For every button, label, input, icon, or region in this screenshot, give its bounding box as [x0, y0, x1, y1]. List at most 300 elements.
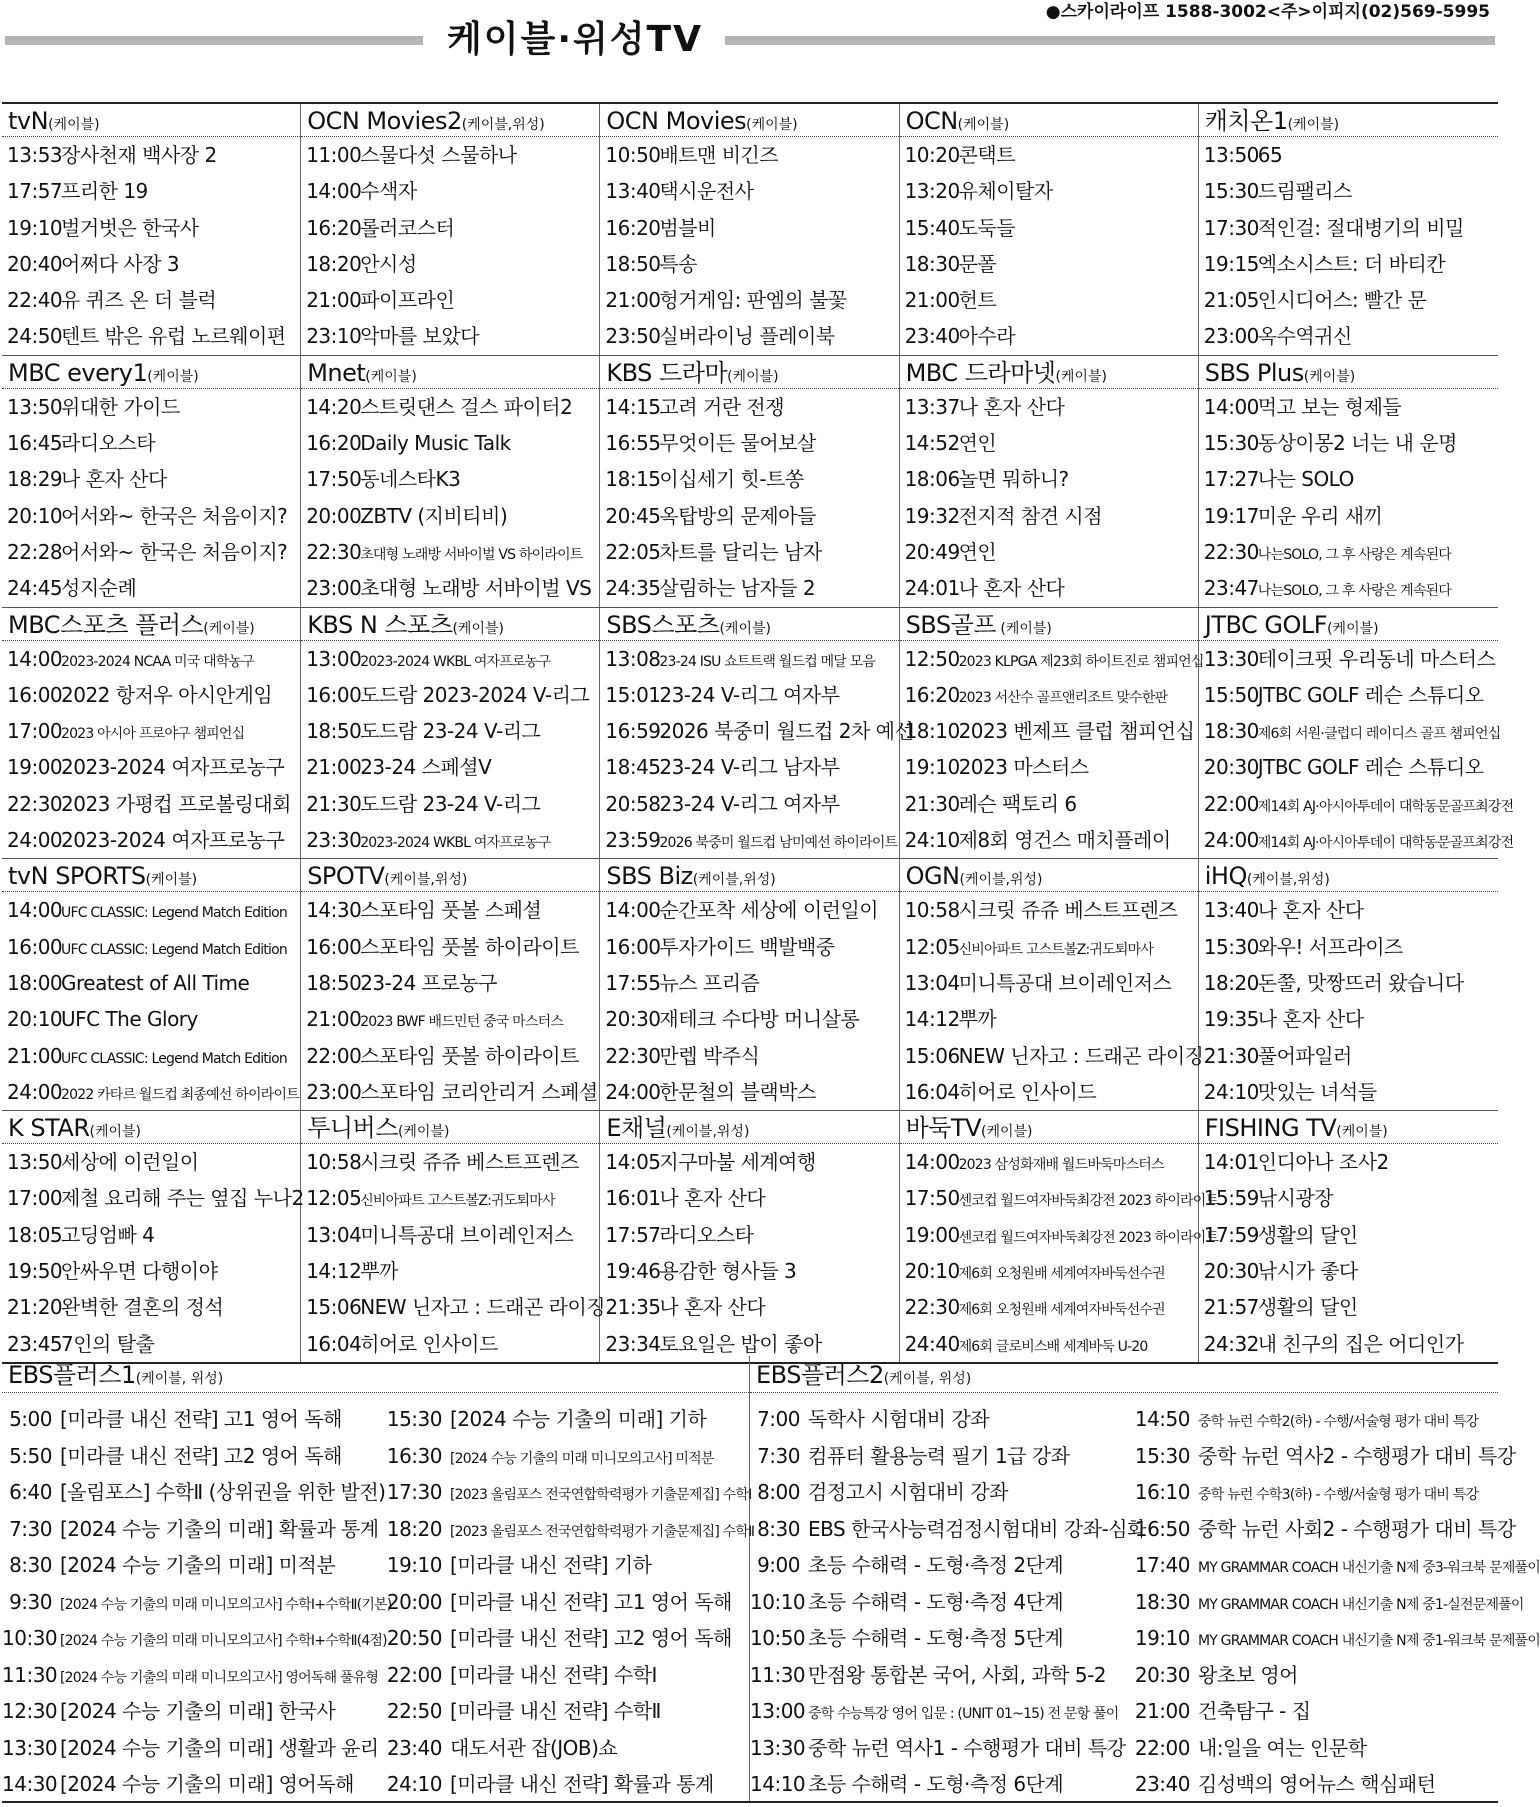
- channel-platform: (케이블): [89, 1124, 141, 1141]
- program-title: 헝거게임: 판엠의 불꽃: [659, 288, 847, 313]
- program-row: [2, 389, 300, 425]
- program-row: [2, 749, 300, 785]
- program-title: 와우! 서프라이즈: [1257, 934, 1403, 959]
- program-title: 어서와~ 한국은 처음이지?: [61, 539, 288, 564]
- channel-column: [1199, 104, 1498, 355]
- program-title: 2026 북중미 월드컵 남미예선 하이라이트: [659, 835, 898, 852]
- program-row: [600, 534, 898, 570]
- program-time: 13:50: [1203, 143, 1259, 167]
- program-time: 21:20: [7, 1295, 63, 1320]
- program-title: 라디오스타: [659, 1222, 754, 1247]
- program-time: 23:40: [386, 1735, 442, 1760]
- channel-header: [2, 356, 300, 389]
- program-row: [2, 1620, 387, 1657]
- program-time: 22:00: [1134, 1735, 1190, 1760]
- program-row: [900, 892, 1198, 928]
- program-time: 13:00: [750, 1699, 806, 1723]
- program-row: [750, 1620, 1124, 1657]
- program-title: 나 혼자 산다: [659, 1186, 766, 1211]
- program-title: 만점왕 통합본 국어, 사회, 과학 5-2: [808, 1662, 1107, 1687]
- channel-column: [600, 356, 899, 607]
- program-title: 2023-2024 WKBL 여자프로농구: [360, 835, 551, 852]
- program-time: 17:30: [386, 1480, 442, 1504]
- program-time: 16:00: [7, 934, 63, 959]
- program-row: [1199, 1001, 1498, 1037]
- program-time: 10:20: [904, 143, 960, 167]
- program-title: [미라클 내신 전략] 기하: [450, 1553, 652, 1577]
- program-row: [1199, 1180, 1498, 1216]
- program-row: [900, 498, 1198, 534]
- program-title: 2023-2024 여자프로농구: [61, 755, 285, 780]
- channel-column: [2, 608, 301, 859]
- program-title: 도드람 23-24 V-리그: [360, 719, 541, 744]
- program-row: [600, 1253, 898, 1289]
- program-time: 7:30: [757, 1443, 800, 1468]
- program-title: [미라클 내신 전략] 고2 영어 독해: [60, 1443, 342, 1468]
- program-title: 신비아파트 고스트볼Z:귀도퇴마사: [360, 1193, 555, 1210]
- program-row: [376, 1511, 755, 1548]
- program-row: [900, 570, 1198, 606]
- program-time: 10:50: [605, 143, 661, 167]
- program-title: 스포타임 풋볼 스페셜: [360, 898, 542, 923]
- program-row: [900, 1217, 1219, 1253]
- program-time: 18:20: [1203, 970, 1259, 995]
- program-title: 아수라: [958, 324, 1016, 349]
- program-title: 신비아파트 고스트볼Z:귀도퇴마사: [958, 941, 1154, 958]
- program-title: 중학 뉴런 수학3(하) - 수행/서술형 평가 대비 특강: [1198, 1487, 1479, 1503]
- program-time: 9:30: [9, 1589, 52, 1614]
- program-row: [1199, 929, 1498, 965]
- program-row: [750, 1474, 1124, 1511]
- program-row: [301, 1001, 599, 1037]
- program-row: [900, 461, 1198, 497]
- program-row: [750, 1438, 1124, 1475]
- program-row: [301, 892, 599, 928]
- program-row: [2, 1730, 379, 1767]
- program-row: [301, 498, 599, 534]
- program-time: 22:30: [7, 791, 63, 816]
- channel-band: [2, 608, 1514, 860]
- program-time: 19:35: [1203, 1007, 1259, 1032]
- program-time: 21:35: [605, 1295, 661, 1320]
- program-title: 라디오스타: [61, 431, 156, 456]
- program-row: [301, 282, 599, 318]
- program-title: 세상에 이런일이: [61, 1150, 199, 1175]
- program-title: 드림팰리스: [1257, 179, 1352, 204]
- program-time: 14:52: [904, 431, 960, 456]
- program-title: JTBC GOLF 레슨 스튜디오: [1257, 755, 1484, 780]
- program-row: [600, 786, 898, 822]
- program-time: 13:30: [2, 1735, 58, 1760]
- program-title: [미라클 내신 전략] 고2 영어 독해: [450, 1626, 732, 1650]
- program-time: 10:10: [750, 1589, 806, 1614]
- channel-column: [900, 356, 1199, 607]
- program-time: 21:00: [7, 1043, 63, 1068]
- channel-platform: (케이블,위성): [666, 1124, 750, 1141]
- program-row: [1124, 1693, 1498, 1730]
- program-time: 24:45: [7, 576, 63, 601]
- program-row: [1199, 641, 1498, 677]
- program-row: [2, 1038, 300, 1074]
- program-time: 23:59: [605, 828, 661, 853]
- program-title: 2023-2024 WKBL 여자프로농구: [360, 653, 551, 670]
- program-row: [1199, 173, 1498, 209]
- program-row: [750, 1657, 1124, 1694]
- program-time: 16:04: [306, 1331, 362, 1356]
- program-time: 13:37: [904, 394, 960, 419]
- channel-header: [600, 1111, 898, 1144]
- program-title: 센코컵 월드여자바둑최강전 2023 하이라이트: [958, 1229, 1219, 1246]
- program-row: [2, 282, 300, 318]
- program-row: [600, 1144, 898, 1180]
- program-title: 토요일은 밥이 좋아: [659, 1331, 822, 1356]
- channel-column: [1199, 859, 1498, 1110]
- program-row: [376, 1657, 750, 1694]
- program-time: 15:50: [1203, 682, 1259, 707]
- program-row: [2, 965, 300, 1001]
- program-title: 유체이탈자: [958, 179, 1053, 204]
- program-title: 나 혼자 산다: [1257, 898, 1364, 923]
- program-title: 건축탐구 - 집: [1198, 1699, 1311, 1723]
- program-time: 17:00: [7, 719, 63, 744]
- program-time: 21:00: [904, 288, 960, 313]
- program-time: 10:50: [750, 1626, 806, 1650]
- program-time: 18:20: [386, 1516, 442, 1541]
- program-row: [301, 786, 599, 822]
- program-row: [301, 1074, 599, 1110]
- program-time: 6:40: [9, 1480, 52, 1504]
- program-title: 스포타임 풋볼 하이라이트: [360, 934, 579, 959]
- channel-platform: (케이블): [1303, 368, 1356, 385]
- program-time: 5:00: [9, 1407, 52, 1431]
- program-title: 고딩엄빠 4: [61, 1222, 155, 1247]
- program-time: 16:20: [605, 215, 661, 240]
- program-row: [2, 461, 300, 497]
- program-title: 뉴스 프리즘: [659, 970, 760, 995]
- program-title: 레슨 팩토리 6: [958, 791, 1077, 816]
- program-row: [1124, 1730, 1498, 1767]
- channel-name: SBS Plus: [1204, 358, 1304, 387]
- program-title: 검정고시 시험대비 강좌: [808, 1480, 1008, 1504]
- program-time: 22:30: [605, 1043, 661, 1068]
- program-row: [900, 246, 1198, 282]
- program-time: 18:30: [1203, 719, 1259, 744]
- program-row: [900, 965, 1198, 1001]
- program-title: 벌거벗은 한국사: [61, 215, 199, 240]
- program-row: [301, 173, 599, 209]
- channel-platform: (케이블): [746, 117, 798, 133]
- program-row: [301, 1217, 599, 1253]
- program-row: [2, 786, 300, 822]
- channel-header: [900, 356, 1198, 389]
- program-row: [2, 1289, 300, 1325]
- channel-header: [900, 104, 1198, 137]
- program-title: 텐트 밖은 유럽 노르웨이편: [61, 324, 286, 349]
- channel-platform: (케이블,위성): [1246, 872, 1330, 889]
- program-title: 제6회 글로비스배 세계바둑 U-20: [958, 1338, 1148, 1355]
- channel-name: KBS N 스포츠: [307, 610, 453, 639]
- program-row: [600, 461, 898, 497]
- program-time: 16:20: [904, 682, 960, 707]
- program-time: 10:30: [2, 1626, 58, 1650]
- program-time: 21:30: [1203, 1043, 1259, 1068]
- channel-platform: (케이블): [727, 368, 779, 385]
- program-row: [301, 534, 599, 570]
- program-row: [301, 570, 599, 606]
- channel-name: E채널: [606, 1114, 667, 1143]
- program-row: [600, 749, 898, 785]
- program-row: [2, 1693, 376, 1730]
- program-row: [900, 389, 1198, 425]
- program-row: [301, 1289, 606, 1325]
- program-title: [2023 올림포스 전국연합학력평가 기출문제집] 수학Ⅰ: [450, 1487, 752, 1503]
- channel-header: [1199, 608, 1498, 641]
- program-title: 적인걸: 절대병기의 비밀: [1257, 215, 1464, 240]
- program-title: 중학 뉴런 수학2(하) - 수행/서술형 평가 대비 특강: [1198, 1414, 1479, 1430]
- program-time: 24:00: [1203, 828, 1259, 853]
- program-row: [301, 677, 599, 713]
- program-time: 13:53: [7, 143, 63, 167]
- program-time: 14:05: [605, 1150, 661, 1175]
- program-time: 24:10: [904, 828, 960, 853]
- program-time: 7:30: [9, 1516, 52, 1541]
- program-title: 미니특공대 브이레인저스: [958, 970, 1172, 995]
- program-row: [376, 1547, 750, 1584]
- program-time: 19:50: [7, 1259, 63, 1284]
- program-row: [1199, 1253, 1498, 1289]
- program-title: 한문철의 블랙박스: [659, 1079, 816, 1104]
- program-time: 18:50: [605, 251, 661, 276]
- program-time: 24:50: [7, 324, 63, 349]
- program-title: [2024 수능 기출의 미래 미니모의고사] 수학Ⅰ+수학Ⅱ(4점): [60, 1633, 387, 1649]
- program-row: [376, 1584, 750, 1621]
- program-title: 2023 KLPGA 제23회 하이트진로 챔피언십: [958, 653, 1204, 670]
- program-time: 19:00: [7, 755, 63, 780]
- program-title: 미운 우리 새끼: [1257, 503, 1383, 528]
- program-row: [600, 713, 914, 749]
- program-title: 동상이몽2 너는 내 운명: [1257, 431, 1457, 456]
- program-time: 14:20: [306, 394, 362, 419]
- program-time: 18:29: [7, 467, 63, 492]
- program-time: 19:32: [904, 503, 960, 528]
- program-time: 20:00: [386, 1589, 442, 1614]
- program-title: 테이크핏 우리동네 마스터스: [1257, 646, 1496, 671]
- channel-platform: (케이블): [1336, 1124, 1388, 1141]
- program-row: [600, 389, 898, 425]
- program-row: [750, 1511, 1146, 1548]
- program-row: [2, 1001, 300, 1037]
- channel-platform: (케이블,위성): [384, 872, 468, 889]
- program-title: 재테크 수다방 머니살롱: [659, 1007, 860, 1032]
- program-time: 19:10: [386, 1553, 442, 1577]
- channel-header: [600, 356, 898, 389]
- program-title: Daily Music Talk: [360, 431, 511, 456]
- header-rule-left: [5, 36, 423, 45]
- program-row: [600, 246, 898, 282]
- channel-platform: (케이블,위성): [692, 872, 776, 889]
- program-title: 살림하는 남자들 2: [659, 576, 816, 601]
- program-time: 10:58: [306, 1150, 362, 1175]
- program-row: [376, 1474, 750, 1511]
- program-time: 22:28: [7, 539, 63, 564]
- program-title: 인시디어스: 빨간 문: [1257, 288, 1427, 313]
- program-title: 65: [1257, 143, 1283, 167]
- program-title: 스트릿댄스 걸스 파이터2: [360, 394, 573, 419]
- program-time: 15:06: [904, 1043, 960, 1068]
- program-title: 김성백의 영어뉴스 핵심패턴: [1198, 1772, 1436, 1796]
- channel-column: [2, 104, 301, 355]
- program-row: [301, 1180, 599, 1216]
- program-row: [1199, 389, 1498, 425]
- ebs-program-column: [1124, 1401, 1540, 1803]
- program-title: 프리한 19: [61, 179, 148, 204]
- program-row: [600, 570, 898, 606]
- program-time: 18:00: [7, 970, 63, 995]
- program-row: [2, 822, 300, 858]
- program-time: 18:30: [904, 251, 960, 276]
- program-time: 11:30: [2, 1662, 58, 1687]
- program-title: 시크릿 쥬쥬 베스트프렌즈: [360, 1150, 579, 1175]
- channel-platform: (케이블,위성): [461, 117, 545, 133]
- channel-platform: (케이블): [203, 620, 255, 637]
- channel-name: MBC 드라마넷: [905, 358, 1056, 387]
- program-title: 돈쭐, 맛짱뜨러 왔습니다: [1257, 970, 1464, 995]
- program-row: [600, 1217, 898, 1253]
- channel-platform: (케이블): [1287, 117, 1340, 133]
- program-time: 20:45: [605, 503, 661, 528]
- program-row: [2, 1438, 376, 1475]
- program-time: 22:30: [1203, 539, 1259, 564]
- program-title: 2026 북중미 월드컵 2차 예선: [659, 719, 914, 744]
- channel-band: [2, 859, 1498, 1111]
- program-time: 24:40: [904, 1331, 960, 1356]
- program-time: 15:59: [1203, 1186, 1259, 1211]
- program-time: 16:00: [7, 682, 63, 707]
- program-time: 23:00: [306, 576, 362, 601]
- program-row: [2, 1401, 376, 1438]
- program-title: 시크릿 쥬쥬 베스트프렌즈: [958, 898, 1178, 923]
- channel-header: [600, 608, 898, 641]
- program-title: 2023 벤제프 클럽 챔피언십: [958, 719, 1195, 744]
- program-row: [900, 713, 1198, 749]
- program-row: [1124, 1438, 1516, 1475]
- program-title: 나는SOLO, 그 후 사랑은 계속된다: [1257, 546, 1451, 563]
- program-row: [900, 534, 1198, 570]
- program-title: 지구마불 세계여행: [659, 1150, 816, 1175]
- program-row: [600, 929, 898, 965]
- program-title: 중학 뉴런 사회2 - 수행평가 대비 특강: [1198, 1516, 1516, 1541]
- program-time: 12:50: [904, 646, 960, 671]
- program-time: 23:47: [1203, 576, 1259, 601]
- program-title: 놀면 뭐하니?: [958, 467, 1069, 492]
- program-title: 특송: [659, 251, 698, 276]
- program-title: MY GRAMMAR COACH 내신기출 N제 중1-실전문제풀이: [1198, 1596, 1524, 1613]
- program-time: 16:59: [605, 719, 661, 744]
- program-time: 8:30: [9, 1553, 52, 1577]
- channel-platform: (케이블): [145, 872, 198, 889]
- program-row: [1199, 318, 1498, 354]
- program-row: [1199, 210, 1498, 246]
- program-time: 22:05: [605, 539, 661, 564]
- program-row: [2, 713, 300, 749]
- program-time: 16:00: [306, 934, 362, 959]
- program-time: 22:00: [306, 1043, 362, 1068]
- program-row: [1199, 461, 1498, 497]
- program-time: 17:57: [605, 1222, 661, 1247]
- program-time: 22:30: [306, 539, 362, 564]
- program-row: [2, 498, 300, 534]
- channel-header: [301, 608, 599, 641]
- channel-platform: (케이블): [995, 620, 1052, 637]
- channel-header: [750, 1356, 1498, 1393]
- program-row: [900, 425, 1198, 461]
- program-title: 컴퓨터 활용능력 필기 1급 강좌: [808, 1443, 1070, 1468]
- program-row: [301, 246, 599, 282]
- channel-name: FISHING TV: [1204, 1114, 1337, 1143]
- program-title: 안시성: [360, 251, 417, 276]
- program-row: [600, 498, 898, 534]
- channel-platform: (케이블): [719, 620, 771, 637]
- channel-header: [900, 1111, 1198, 1144]
- program-time: 24:01: [904, 576, 960, 601]
- program-time: 15:01: [605, 682, 661, 707]
- program-row: [2, 641, 300, 677]
- program-row: [1199, 786, 1514, 822]
- program-title: [미라클 내신 전략] 수학Ⅱ: [450, 1699, 661, 1723]
- program-time: 23:00: [306, 1079, 362, 1104]
- program-title: 낚시광장: [1257, 1186, 1334, 1211]
- program-title: 도둑들: [958, 215, 1016, 240]
- program-row: [301, 749, 599, 785]
- program-row: [1124, 1401, 1498, 1438]
- program-title: 맛있는 녀석들: [1257, 1079, 1377, 1104]
- program-row: [750, 1584, 1124, 1621]
- program-row: [2, 1766, 376, 1803]
- program-title: Greatest of All Time: [61, 970, 250, 995]
- program-time: 22:00: [1203, 791, 1259, 816]
- program-row: [2, 534, 300, 570]
- program-title: 대도서관 잡(JOB)쇼: [450, 1735, 618, 1760]
- program-time: 20:40: [7, 251, 63, 276]
- program-time: 14:50: [1134, 1407, 1190, 1431]
- program-time: 11:00: [306, 143, 362, 167]
- program-title: 배트맨 비긴즈: [659, 143, 779, 167]
- channel-platform: (케이블): [981, 1124, 1033, 1141]
- channel-name: K STAR: [8, 1114, 90, 1143]
- channel-name: SBS골프: [905, 610, 996, 639]
- program-time: 13:00: [306, 646, 362, 671]
- channel-name: OCN Movies: [606, 107, 747, 135]
- ebs-program-column: [376, 1401, 755, 1803]
- channel-column: [1199, 1111, 1498, 1362]
- program-row: [1199, 498, 1498, 534]
- program-title: 초대형 노래방 서바이벌 VS 하이라이트: [360, 546, 583, 563]
- program-row: [1199, 534, 1498, 570]
- program-title: 23-24 V-리그 여자부: [659, 791, 840, 816]
- channel-column: [900, 104, 1199, 355]
- program-title: 차트를 달리는 남자: [659, 539, 822, 564]
- program-time: 15:06: [306, 1295, 362, 1320]
- program-title: [2024 수능 기출의 미래] 기하: [450, 1407, 707, 1431]
- program-row: [376, 1401, 750, 1438]
- program-row: [301, 425, 599, 461]
- channel-header: [900, 608, 1198, 641]
- program-time: 19:10: [904, 755, 960, 780]
- program-time: 18:06: [904, 467, 960, 492]
- program-row: [2, 1547, 376, 1584]
- program-row: [376, 1693, 750, 1730]
- channel-column: [2, 859, 301, 1110]
